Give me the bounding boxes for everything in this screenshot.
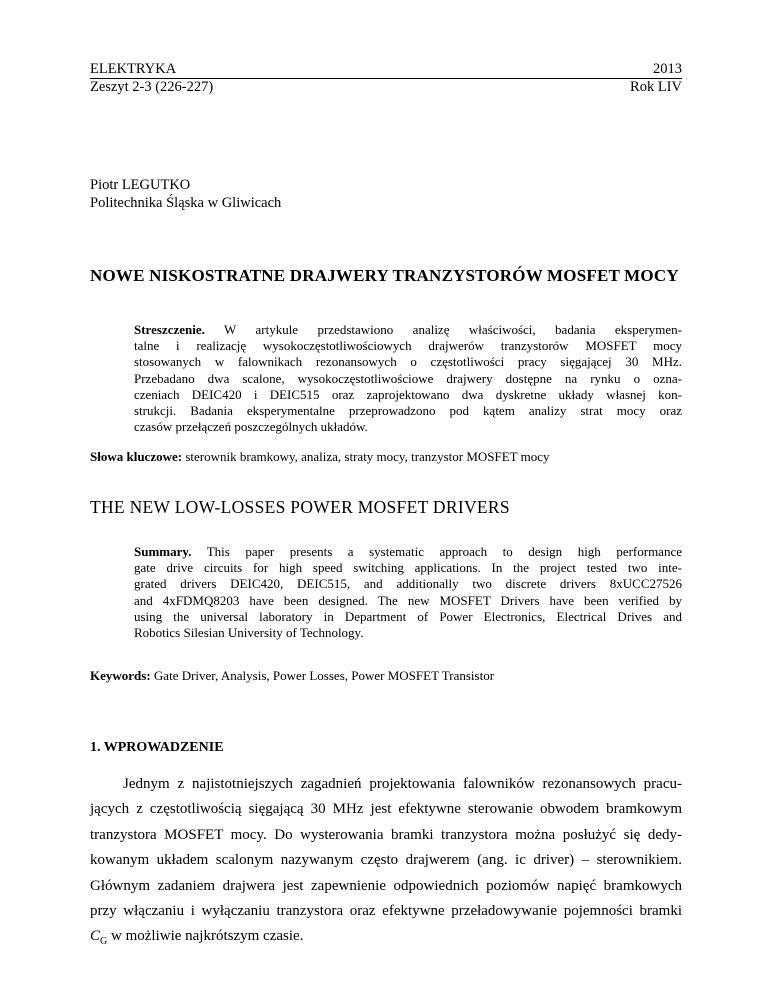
keywords-pl-text: sterownik bramkowy, analiza, straty mocy, tranzystor MOSFET mocy [182, 449, 550, 464]
section-heading: 1. WPROWADZENIE [90, 740, 224, 755]
gate-capacitance-symbol: C [90, 928, 101, 945]
keywords-pl [90, 449, 682, 465]
journal-volume: Rok LIV [630, 79, 682, 95]
header-divider [90, 78, 682, 79]
journal-name: ELEKTRYKA [90, 61, 177, 77]
paper-title-en: THE NEW LOW-LOSSES POWER MOSFET DRIVERS [90, 497, 510, 517]
keywords-en-label: Keywords: [90, 668, 151, 683]
abstract-en-label: Summary. [134, 544, 192, 559]
keywords-en [90, 668, 682, 684]
journal-issue: Zeszyt 2-3 (226-227) [90, 79, 214, 95]
author-affiliation: Politechnika Śląska w Gliwicach [90, 195, 282, 211]
author-name: Piotr LEGUTKO [90, 177, 191, 193]
gate-capacitance-subscript: G [100, 936, 108, 948]
abstract-pl: Streszczenie. W artykule przedstawiono analizę właściwości, badania eksperymen- talne i realizację wysokoczęstotliwościowych drajwerów tranzystorów MOSFET mocy stosowanych w falownikach rezonansowych o częstotliwości pracy sięgającej 30 MHz. Przebadano dwa scalone, wysokoczęstotliwościowe drajwery dostępne na rynku o ozna- czeniach DEIC420 i DEIC515 oraz zaprojektowano dwa dyskretne układy własnej kon- strukcji. Badania eksperymentalne przeprowadzono pod kątem analizy strat mocy oraz czasów przełączeń poszczególnych układów. [134, 322, 683, 435]
abstract-pl-label: Streszczenie. [134, 322, 205, 337]
body-last-line: $C_G$ w możliwie najkrótszym czasie. [90, 928, 304, 948]
section-body: Jednym z najistotniejszych zagadnień projektowania falowników rezonansowych pracu- jących z częstotliwością sięgającą 30 MHz jest efektywne sterowanie obwodem bramkowym tranzystora MOSFET mocy. Do wysterowania bramki tranzystora można posłużyć się dedy- kowanym układem scalonym nazywanym często drajwerem (ang. ic driver) – sterownikiem. Głównym zadaniem drajwera jest zapewnienie odpowiednich poziomów napięć bramkowych przy włączaniu i wyłączaniu tranzystora oraz efektywne przeładowywanie pojemności bramki $C_G$ w możliwie najkrótszym czasie. [90, 772, 682, 955]
paper-title-pl: NOWE NISKOSTRATNE DRAJWERY TRANZYSTORÓW MOSFET MOCY [90, 266, 679, 285]
keywords-pl-label: Słowa kluczowe: [90, 449, 183, 464]
abstract-en: Summary. This paper presents a systematic approach to design high performance gate drive circuits for high speed switching applications. In the project tested two inte- grated drivers DEIC420, DEIC515, and additionally two discrete drivers 8xUCC27526 and 4xFDMQ8203 have been designed. The new MOSFET Drivers have been verified by using the universal laboratory in Department of Power Electronics, Electrical Drives and Robotics Silesian University of Technology. [134, 544, 682, 641]
author-block [90, 176, 281, 212]
journal-year: 2013 [653, 61, 682, 77]
keywords-en-text: Gate Driver, Analysis, Power Losses, Power MOSFET Transistor [150, 668, 495, 683]
